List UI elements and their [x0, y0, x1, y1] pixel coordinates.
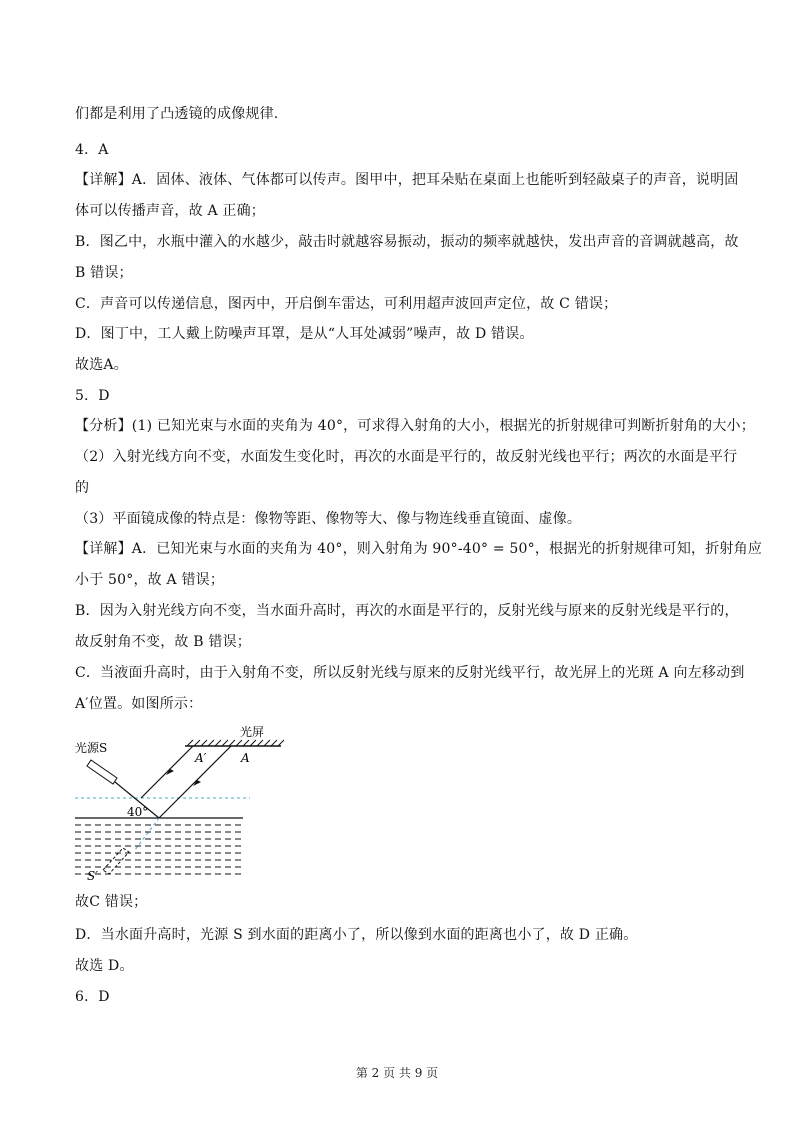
- spot-a-label: A: [241, 751, 250, 765]
- text-line: 小于 50°，故 A 错误；: [75, 572, 225, 588]
- text-line: 故C 错误；: [75, 894, 148, 910]
- light-source-label: 光源S: [75, 741, 108, 755]
- text-line: B．因为入射光线方向不变，当水面升高时，再次的水面是平行的，反射光线与原来的反射光线是平行的，: [75, 603, 739, 619]
- text-line: C．声音可以传递信息，图丙中，开启倒车雷达，可利用超声波回声定位，故 C 错误；: [75, 296, 618, 312]
- text-line: 体可以传播声音，故 A 正确；: [75, 203, 266, 219]
- angle-label: 40°: [127, 805, 149, 819]
- screen-hatching: [187, 740, 284, 746]
- page-footer: 第 2 页 共 9 页: [355, 1066, 439, 1080]
- question-number: 5．D: [75, 388, 110, 404]
- text-line: （3）平面镜成像的特点是：像物等距、像物等大、像与物连线垂直镜面、虚像。: [75, 511, 582, 527]
- text-line: B．图乙中，水瓶中灌入的水越少，敲击时就越容易振动，振动的频率就越快，发出声音的音调就越高，故: [75, 234, 739, 250]
- water-body: [75, 825, 243, 874]
- image-label: S′: [87, 869, 98, 882]
- screen-label: 光屏: [240, 725, 265, 739]
- virtual-image: [103, 848, 129, 874]
- text-line: 们都是利用了凸透镜的成像规律.: [75, 106, 279, 122]
- text-line: 【分析】(1) 已知光束与水面的夹角为 40°，可求得入射角的大小，根据光的折射规律可判断折射角的大小；: [75, 418, 755, 434]
- question-number: 6．D: [75, 989, 110, 1005]
- optics-diagram: [75, 722, 295, 882]
- text-line: 的: [75, 480, 90, 496]
- virtual-ray: [135, 818, 159, 850]
- light-source: [87, 760, 117, 784]
- text-line: C．当液面升高时，由于入射角不变，所以反射光线与原来的反射光线平行，故光屏上的光斑 A 向左移动到: [75, 665, 745, 681]
- text-line: 故选A。: [75, 357, 128, 373]
- text-line: D．图丁中，工人戴上防噪声耳罩，是从“人耳处减弱”噪声，故 D 错误。: [75, 326, 534, 342]
- text-line: A′位置。如图所示：: [75, 696, 203, 712]
- text-line: 【详解】A．固体、液体、气体都可以传声。图甲中，把耳朵贴在桌面上也能听到轻敲桌子的声音，说明固: [75, 172, 739, 188]
- text-line: 故反射角不变，故 B 错误；: [75, 634, 251, 650]
- text-line: 【详解】A．已知光束与水面的夹角为 40°，则入射角为 90°-40° = 50°，根据光的折射规律可知，折射角应: [75, 541, 763, 557]
- text-line: D．当水面升高时，光源 S 到水面的距离小了，所以像到水面的距离也小了，故 D 正确。: [75, 927, 638, 943]
- new-reflected-ray: [141, 746, 193, 798]
- text-line: 故选 D。: [75, 958, 134, 974]
- question-number: 4．A: [75, 142, 109, 158]
- text-line: （2）入射光线方向不变，水面发生变化时，再次的水面是平行的，故反射光线也平行；两次的水面是平行: [75, 449, 738, 465]
- spot-a-prime-label: A′: [195, 751, 207, 765]
- text-line: B 错误；: [75, 265, 133, 281]
